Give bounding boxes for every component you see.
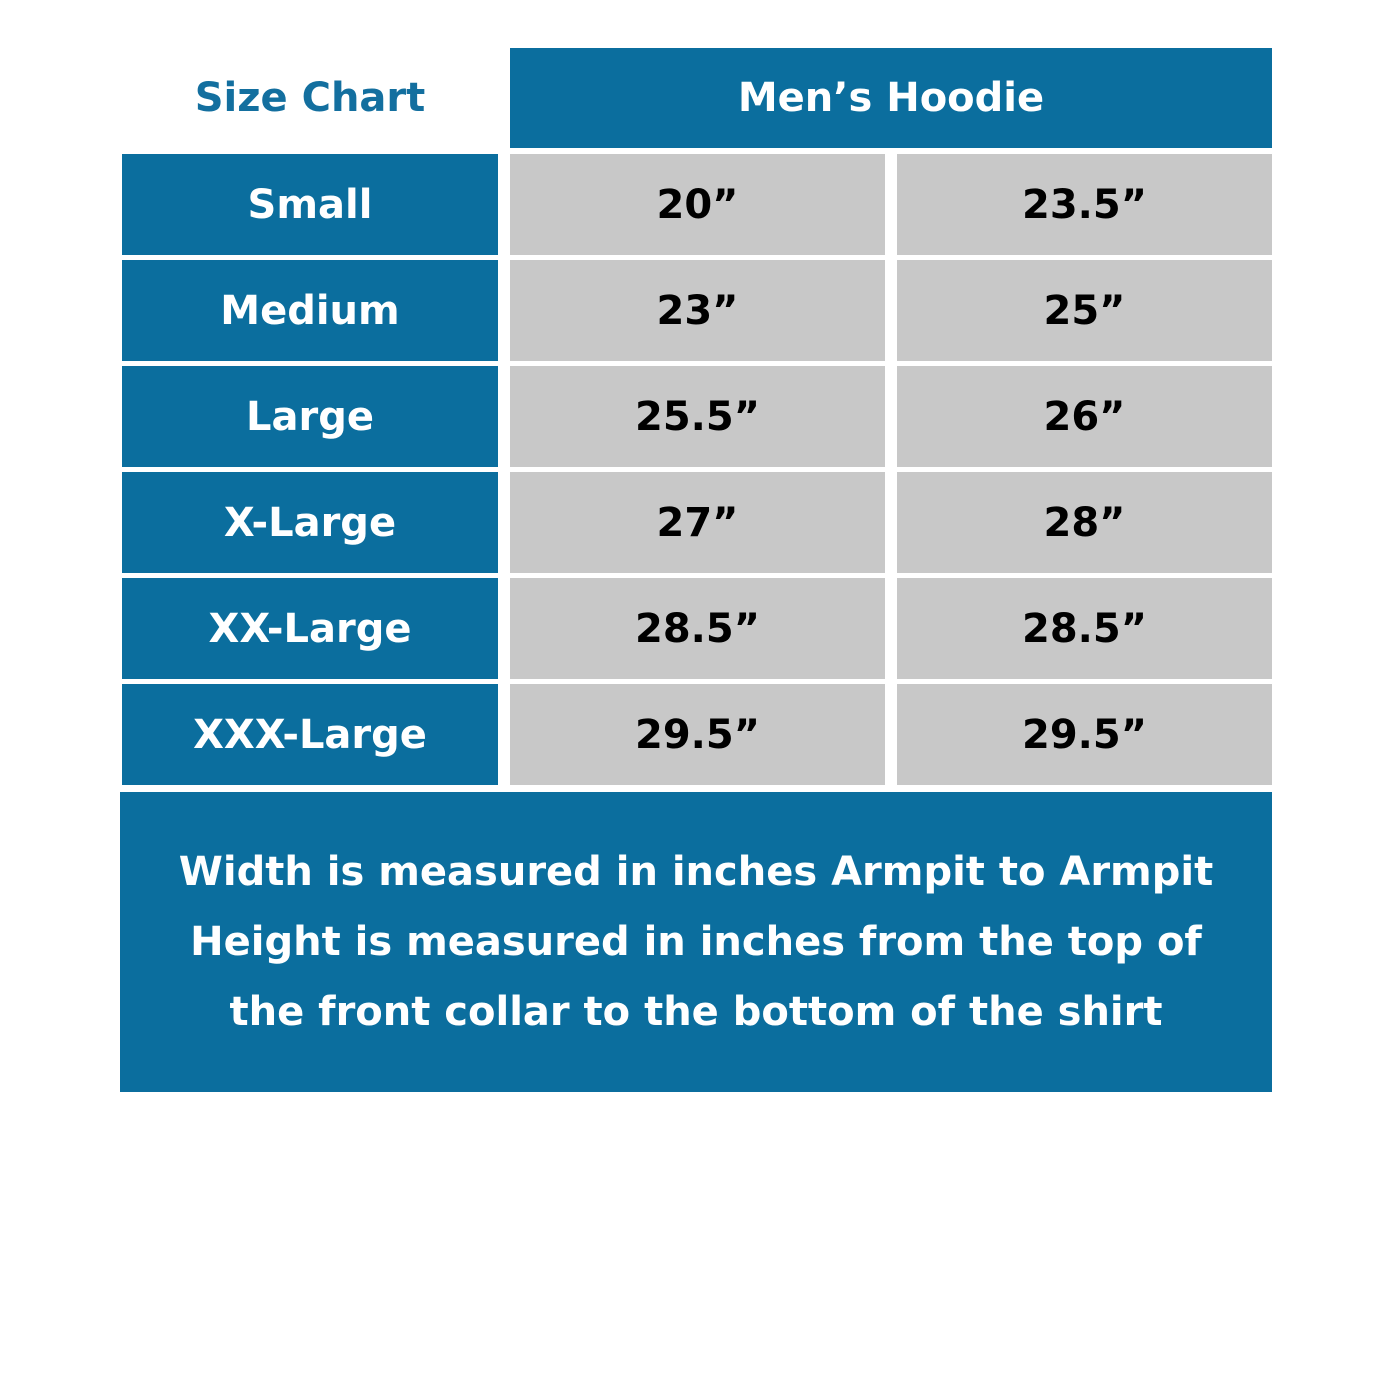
width-value-xx-large: 28.5” xyxy=(510,578,885,679)
note-line: Height is measured in inches from the top of xyxy=(190,919,1202,965)
width-value-x-large: 27” xyxy=(510,472,885,573)
height-value-xxx-large: 29.5” xyxy=(897,684,1272,785)
size-label-small: Small xyxy=(122,154,498,255)
height-value-medium: 25” xyxy=(897,260,1272,361)
width-value-small: 20” xyxy=(510,154,885,255)
size-label-large: Large xyxy=(122,366,498,467)
height-value-x-large: 28” xyxy=(897,472,1272,573)
size-label-x-large: X-Large xyxy=(122,472,498,573)
size-label-xx-large: XX-Large xyxy=(122,578,498,679)
note-line: the front collar to the bottom of the shirt xyxy=(229,989,1163,1035)
width-value-xxx-large: 29.5” xyxy=(510,684,885,785)
size-chart-title: Size Chart xyxy=(194,75,426,121)
product-header: Men’s Hoodie xyxy=(510,48,1272,148)
width-value-medium: 23” xyxy=(510,260,885,361)
width-value-large: 25.5” xyxy=(510,366,885,467)
size-label-medium: Medium xyxy=(122,260,498,361)
height-value-xx-large: 28.5” xyxy=(897,578,1272,679)
height-value-small: 23.5” xyxy=(897,154,1272,255)
height-value-large: 26” xyxy=(897,366,1272,467)
measurement-notes xyxy=(120,792,1272,1092)
note-line: Width is measured in inches Armpit to Armpit xyxy=(178,849,1214,895)
size-label-xxx-large: XXX-Large xyxy=(122,684,498,785)
